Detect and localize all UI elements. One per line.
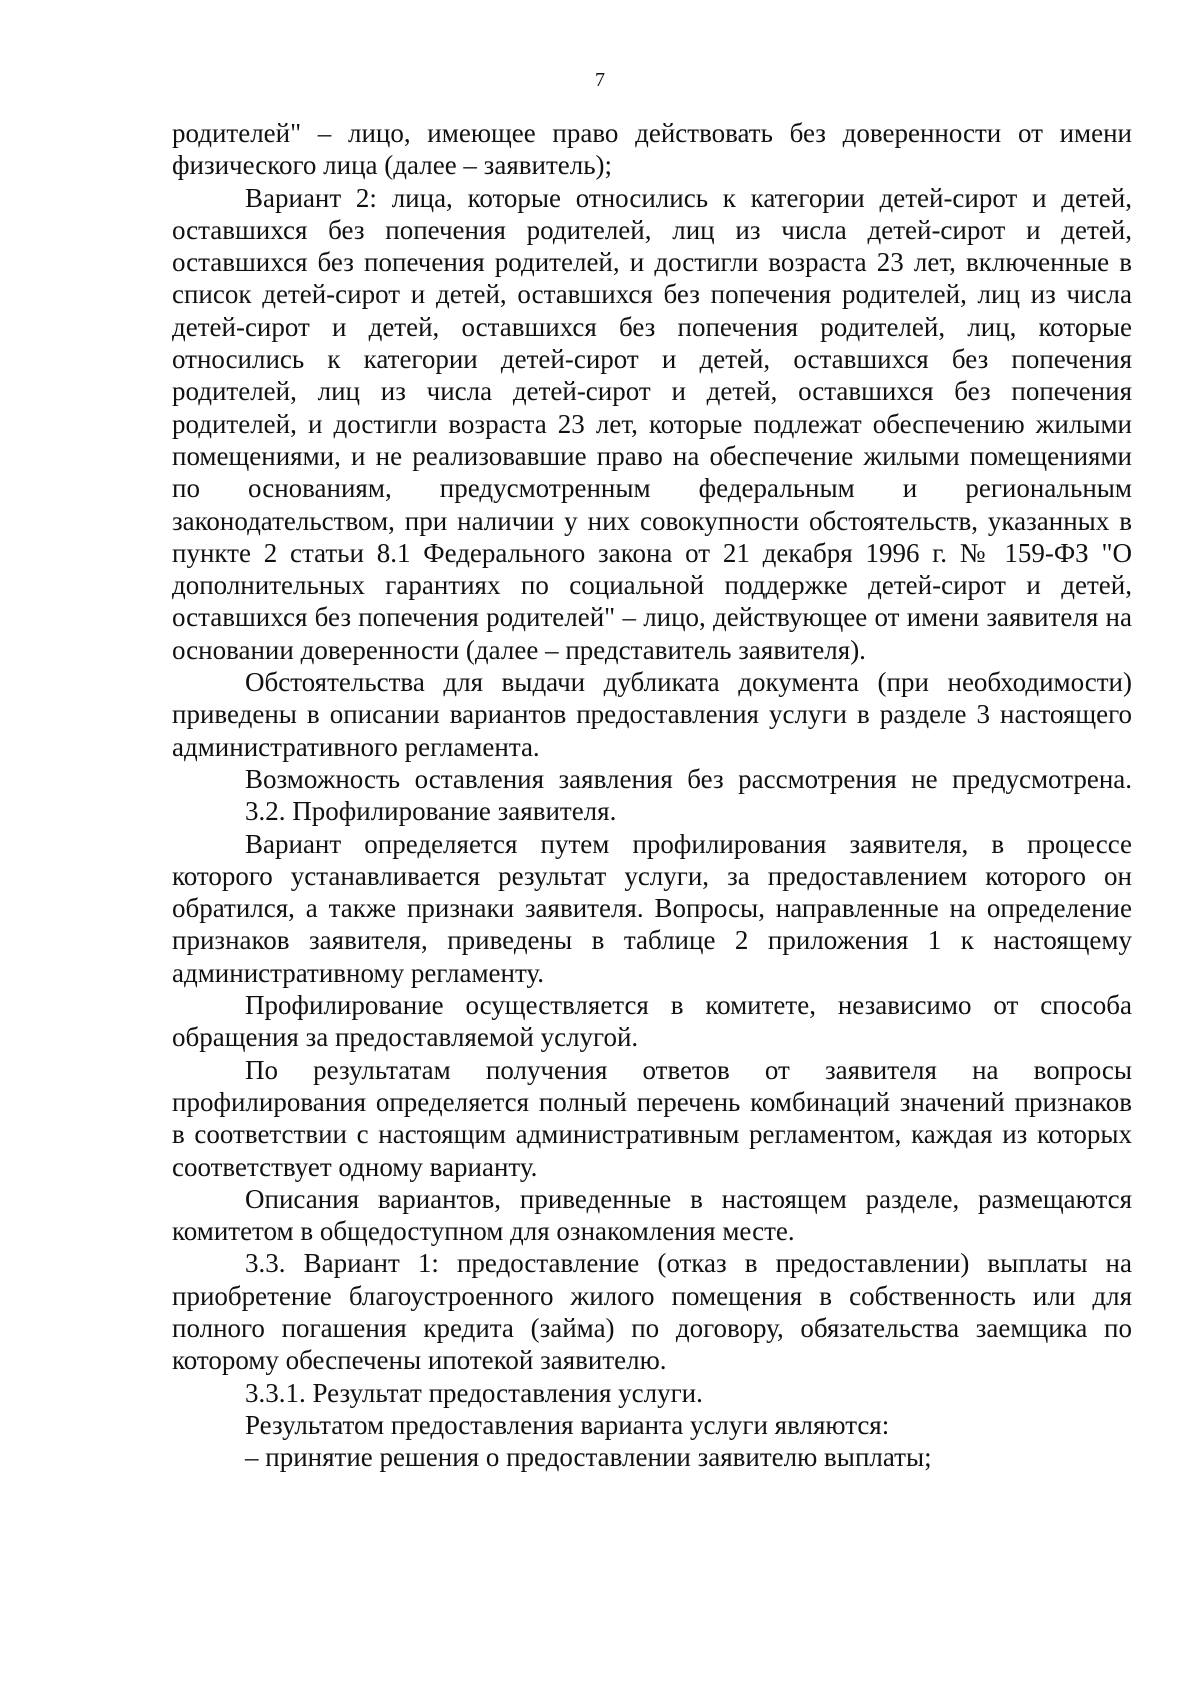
- paragraph-duplicate-circumstances: Обстоятельства для выдачи дубликата документа (при необходимости) приведены в описании вариантов предоставления услуги в разделе 3 настоящего административного регламента.: [172, 667, 1132, 762]
- paragraph-profiling-results: По результатам получения ответов от заявителя на вопросы профилирования определяется полный перечень комбинаций значений признаков в соответствии с настоящим административным регламентом, каждая из которых соответствует одному варианту.: [172, 1054, 1132, 1182]
- paragraph-variant-descriptions: Описания вариантов, приведенные в настоящем разделе, размещаются комитетом в общедоступном для ознакомления месте.: [172, 1183, 1132, 1247]
- list-item-payment-decision: – принятие решения о предоставлении заявителю выплаты;: [245, 1442, 932, 1473]
- document-body: [172, 117, 1132, 1473]
- section-heading-3-3: 3.3. Вариант 1: предоставление (отказ в предоставлении) выплаты на приобретение благоустроенного жилого помещения в собственность или для полного погашения кредита (займа) по договору, обязательства заемщика по которому обеспечены ипотекой заявителю.: [172, 1248, 1132, 1376]
- paragraph-profiling-variant: Вариант определяется путем профилирования заявителя, в процессе которого устанавливается результат услуги, за предоставлением которого он обратился, а также признаки заявителя. Вопросы, направленные на определение признаков заявителя, приведены в таблице 2 приложения 1 к настоящему административному регламенту.: [172, 828, 1132, 988]
- section-heading-3-3-1: 3.3.1. Результат предоставления услуги.: [245, 1377, 703, 1408]
- paragraph-profiling-committee: Профилирование осуществляется в комитете, независимо от способа обращения за предоставляемой услугой.: [172, 990, 1132, 1053]
- paragraph-applicant-definition: родителей" – лицо, имеющее право действовать без доверенности от имени физического лица (далее – заявитель);: [172, 118, 1132, 181]
- paragraph-no-leave-without-review: Возможность оставления заявления без рассмотрения не предусмотрена.: [245, 763, 1132, 794]
- page-number: 7: [595, 69, 605, 91]
- paragraph-variant-2: Вариант 2: лица, которые относились к категории детей-сирот и детей, оставшихся без попечения родителей, лиц из числа детей-сирот и детей, оставшихся без попечения родителей, и достигли возраста 23 лет, включенные в список детей-сирот и детей, оставшихся без попечения родителей, лиц из числа детей-сирот и детей, оставшихся без попечения родителей, лиц, которые относились к категории детей-сирот и детей, оставшихся без попечения родителей, лиц из числа детей-сирот и детей, оставшихся без попечения родителей, и достигли возраста 23 лет, которые подлежат обеспечению жилыми помещениями, и не реализовавшие право на обеспечение жилыми помещениями по основаниям, предусмотренным федеральным и региональным законодательством, при наличии у них совокупности обстоятельств, указанных в пункте 2 статьи 8.1 Федерального закона от 21 декабря 1996 г. № 159-ФЗ "О дополнительных гарантиях по социальной поддержке детей-сирот и детей, оставшихся без попечения родителей" – лицо, действующее от имени заявителя на основании доверенности (далее – представитель заявителя).: [172, 182, 1132, 665]
- paragraph-service-result: Результатом предоставления варианта услуги являются:: [245, 1409, 890, 1440]
- section-heading-3-2: 3.2. Профилирование заявителя.: [245, 796, 617, 827]
